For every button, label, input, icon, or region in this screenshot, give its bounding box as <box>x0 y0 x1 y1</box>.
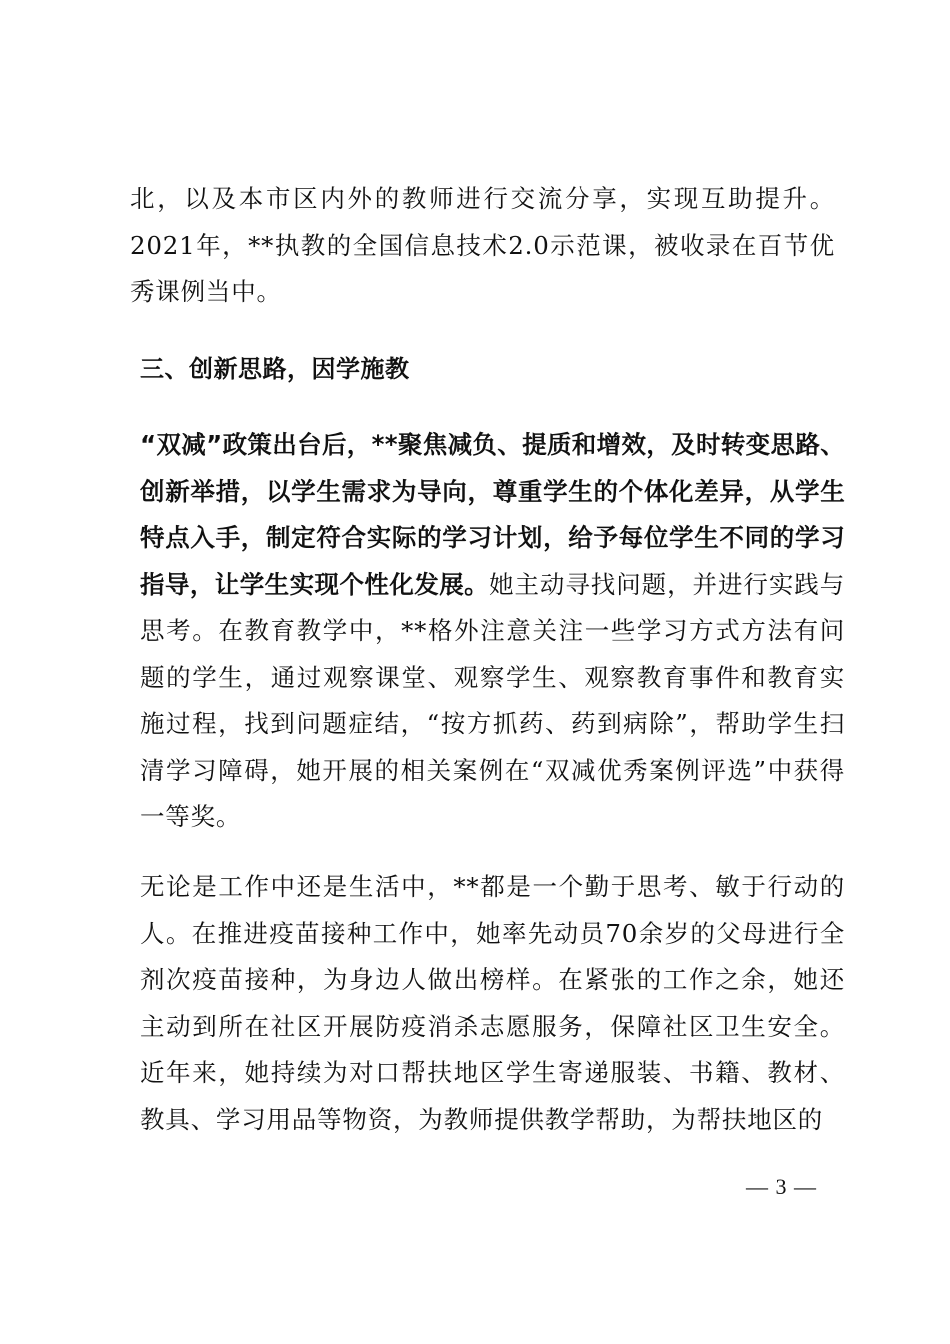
section-heading: 三、创新思路，因学施教 <box>140 355 410 383</box>
paragraph-3: 无论是工作中还是生活中，**都是一个勤于思考、敏于行动的人。在推进疫苗接种工作中，她率先动员70余岁的父母进行全剂次疫苗接种，为身边人做出榜样。在紧张的工作之余，她还主动到所在社区开展防疫消杀志愿服务，保障社区卫生安全。近年来，她持续为对口帮扶地区学生寄递服装、书籍、教材、教具、学习用品等物资，为教师提供教学帮助，为帮扶地区的 <box>140 872 845 1134</box>
paragraph-2-text: 她主动寻找问题，并进行实践与思考。在教育教学中，**格外注意关注一些学习方式方法有问题的学生，通过观察课堂、观察学生、观察教育事件和教育实施过程，找到问题症结，“按方抓药、药到病除”，帮助学生扫清学习障碍，她开展的相关案例在“双减优秀案例评选”中获得一等奖。 <box>140 569 845 831</box>
paragraph-2-bold-text: “双减”政策出台后，**聚焦减负、提质和增效，及时转变思路、创新举措，以学生需求为导向，尊重学生的个体化差异，从学生特点入手，制定符合实际的学习计划，给予每位学生不同的学习指导，让学生实现个性化发展。 <box>140 430 845 599</box>
paragraph-2 <box>130 422 845 841</box>
paragraph-1: 北，以及本市区内外的教师进行交流分享，实现互助提升。2021年，**执教的全国信息技术2.0示范课，被收录在百节优秀课例当中。 <box>130 184 835 306</box>
page-number: — 3 — <box>746 1174 817 1199</box>
